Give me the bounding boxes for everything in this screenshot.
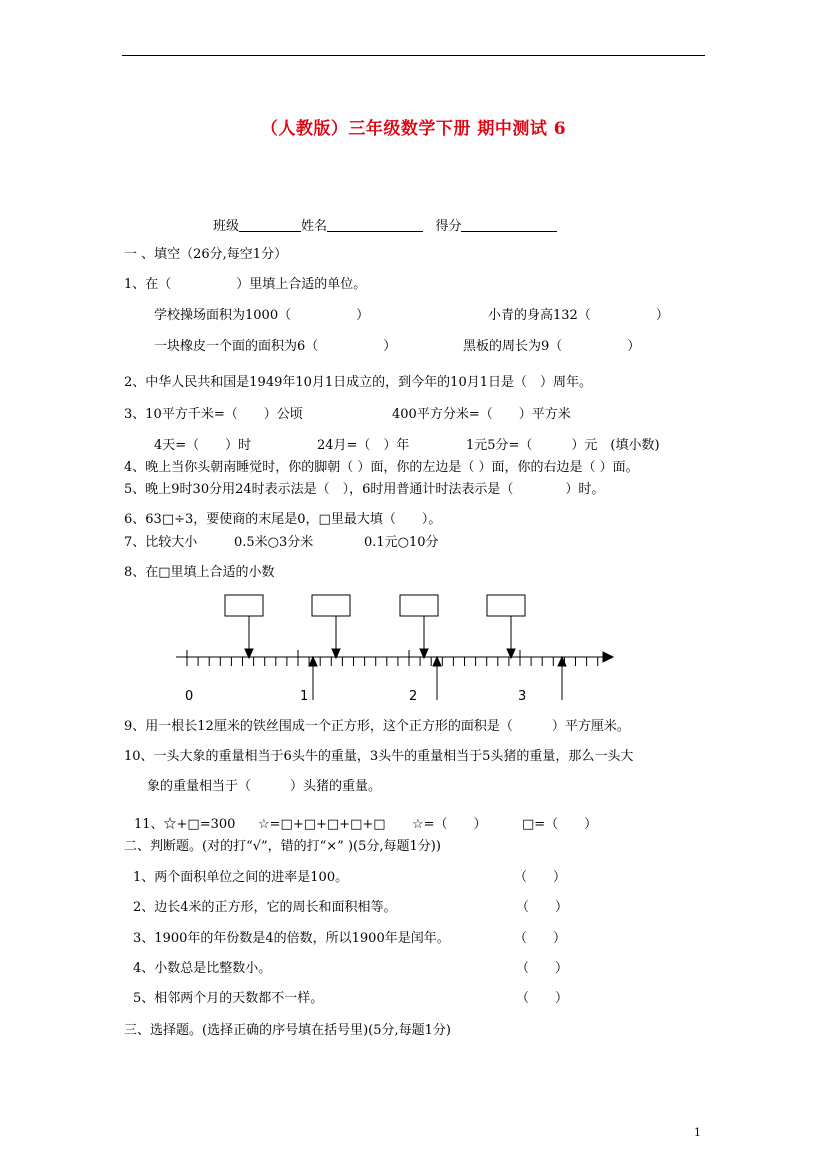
question-7b: 0.5米○3分米 <box>234 535 314 550</box>
question-5: 5、晚上9时30分用24时表示法是（ ），6时用普通计时法表示是（ ）时。 <box>124 482 605 497</box>
number-line-label-0: 0 <box>185 689 194 704</box>
judge-item-5: 5、相邻两个月的天数都不一样。 <box>133 991 324 1006</box>
number-line-label-1: 1 <box>300 689 309 704</box>
question-11d: □=（ ） <box>522 817 598 832</box>
judge-blank-1[interactable]: （ ） <box>514 870 567 885</box>
question-9: 9、用一根长12厘米的铁丝围成一个正方形，这个正方形的面积是（ ）平方厘米。 <box>124 719 630 734</box>
question-8: 8、在□里填上合适的小数 <box>124 565 275 580</box>
answer-box-2[interactable] <box>312 595 350 616</box>
class-label: 班级 <box>213 219 240 234</box>
question-7c: 0.1元○10分 <box>364 535 439 550</box>
question-3e: 1元5分=（ ）元 (填小数) <box>466 438 660 453</box>
page-number: 1 <box>694 1126 701 1139</box>
section3-heading: 三、选择题。(选择正确的序号填在括号里)(5分,每题1分) <box>124 1023 451 1038</box>
judge-item-2: 2、边长4米的正方形，它的周长和面积相等。 <box>133 900 397 915</box>
question-1: 1、在（ ）里填上合适的单位。 <box>124 277 367 292</box>
question-10b: 象的重量相当于（ ）头猪的重量。 <box>147 779 382 794</box>
up-arrowhead-1 <box>309 657 317 666</box>
answer-box-3[interactable] <box>400 595 438 616</box>
question-1a: 学校操场面积为1000（ ） <box>154 308 370 323</box>
question-10a: 10、一头大象的重量相当于6头牛的重量，3头牛的重量相当于5头猪的重量，那么一头大 <box>124 749 634 764</box>
number-line-label-2: 2 <box>409 689 418 704</box>
question-6: 6、63□÷3，要使商的末尾是0，□里最大填（ ）。 <box>124 512 442 527</box>
question-3d: 24月=（ ）年 <box>317 438 410 453</box>
answer-box-4[interactable] <box>487 595 525 616</box>
judge-item-3: 3、1900年的年份数是4的倍数，所以1900年是闰年。 <box>133 931 450 946</box>
judge-item-4: 4、小数总是比整数小。 <box>133 961 272 976</box>
judge-blank-4[interactable]: （ ） <box>516 961 569 976</box>
answer-box-1[interactable] <box>225 595 263 616</box>
question-11a: 11、☆+□=300 <box>134 817 236 832</box>
question-3c: 4天=（ ）时 <box>154 438 252 453</box>
score-label: 得分 <box>435 219 462 234</box>
question-3b: 400平方分米=（ ）平方米 <box>392 407 571 422</box>
question-11b: ☆=□+□+□+□+□ <box>258 817 386 832</box>
question-3a: 3、10平方千米=（ ）公顷 <box>124 407 303 422</box>
judge-blank-3[interactable]: （ ） <box>514 931 567 946</box>
page-title: （人教版）三年级数学下册 期中测试 6 <box>260 119 567 139</box>
judge-blank-5[interactable]: （ ） <box>516 991 569 1006</box>
judge-blank-2[interactable]: （ ） <box>516 900 569 915</box>
section2-heading: 二、判断题。(对的打“√”，错的打“×” )(5分,每题1分)) <box>124 839 441 854</box>
question-1c: 一块橡皮一个面的面积为6（ ） <box>154 339 397 354</box>
judge-item-1: 1、两个面积单位之间的进率是100。 <box>133 870 349 885</box>
question-4: 4、晚上当你头朝南睡觉时，你的脚朝（ ）面，你的左边是（ ）面，你的右边是（ ）面。 <box>124 460 639 475</box>
question-2: 2、中华人民共和国是1949年10月1日成立的，到今年的10月1日是（ ）周年。 <box>124 375 592 390</box>
question-1d: 黑板的周长为9（ ） <box>463 339 641 354</box>
name-label: 姓名 <box>301 219 328 234</box>
question-1b: 小青的身高132（ ） <box>488 308 669 323</box>
number-line-label-3: 3 <box>518 689 527 704</box>
question-11c: ☆=（ ） <box>412 817 487 832</box>
section1-heading: 一 、填空（26分,每空1分） <box>124 247 288 262</box>
up-arrowhead-2 <box>433 657 441 666</box>
number-line-arrowhead <box>603 652 613 662</box>
question-7a: 7、比较大小 <box>124 535 198 550</box>
